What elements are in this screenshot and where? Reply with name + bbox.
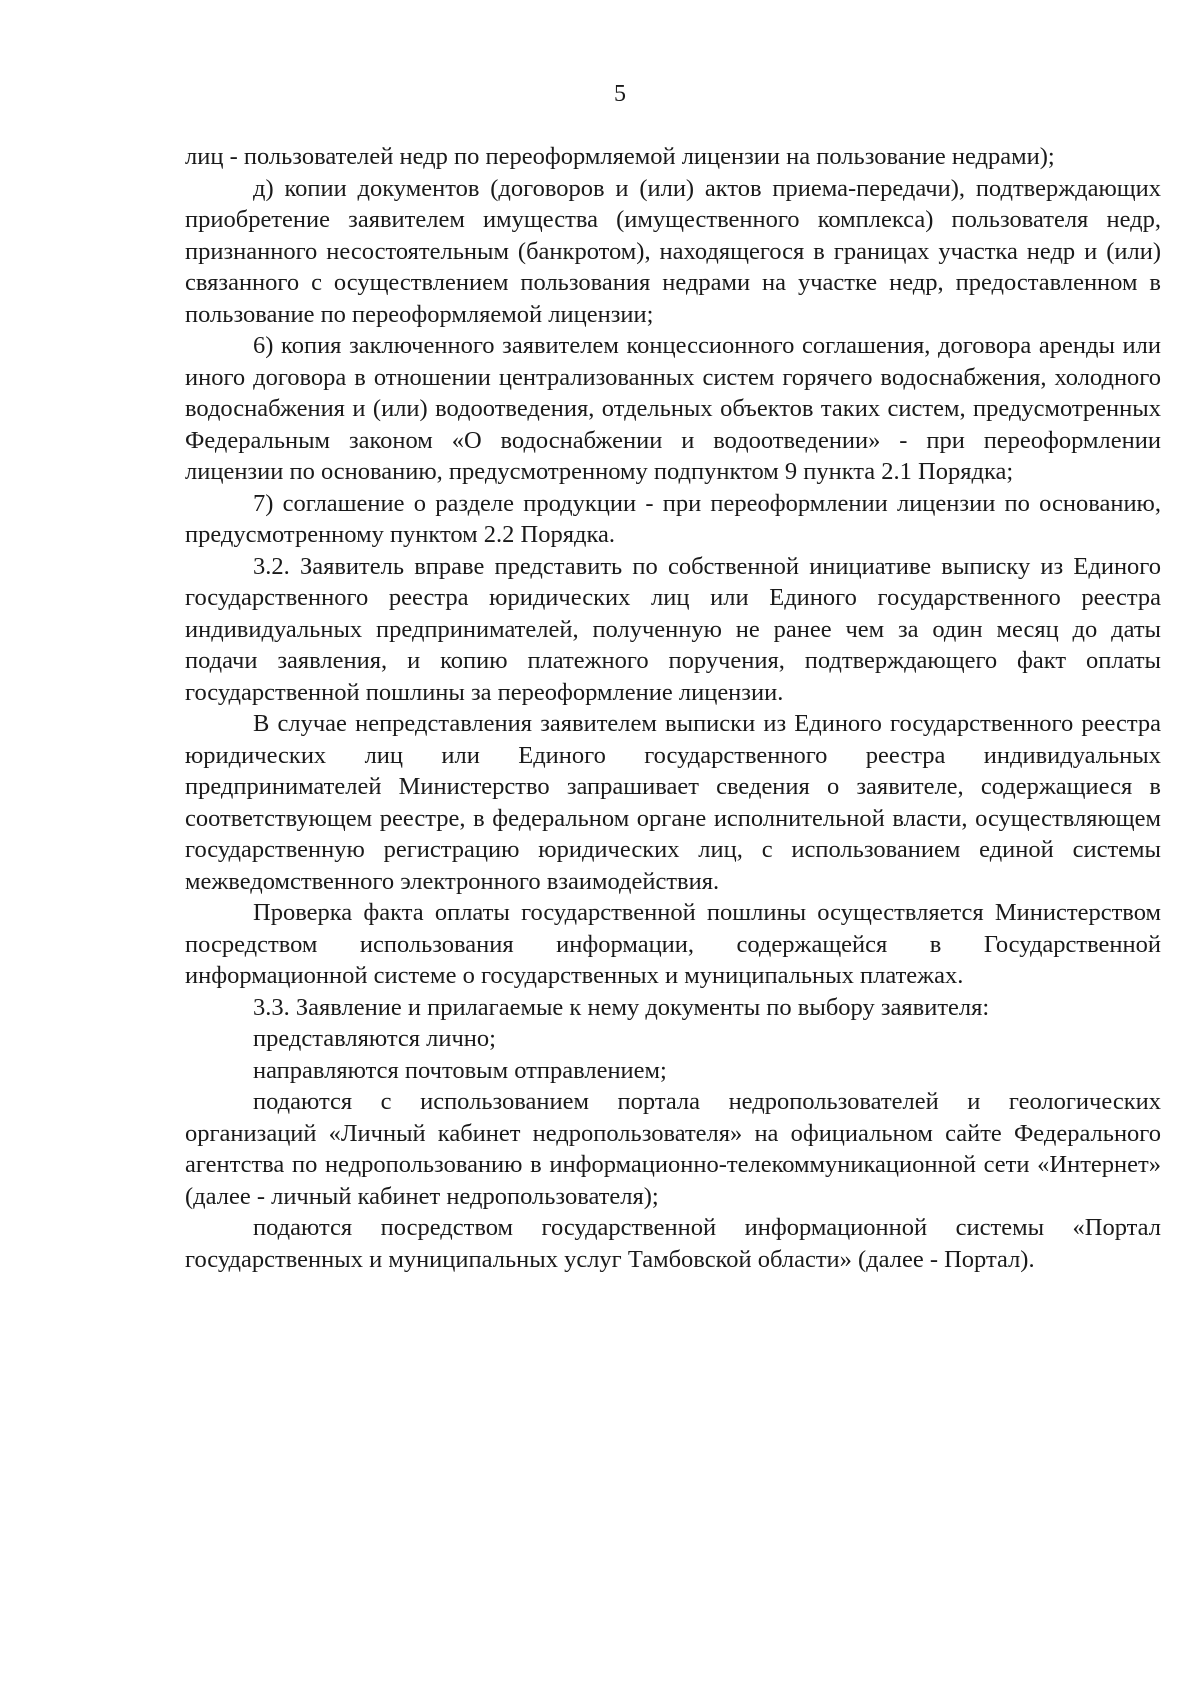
paragraph-fee-verification: Проверка факта оплаты государственной пошлины осуществляется Министерством посредством использования информации, содержащейся в Государственной информационной системе о государственных и муниципальных платежах.: [185, 899, 1161, 989]
paragraph-item-7: 7) соглашение о разделе продукции - при переоформлении лицензии по основанию, предусмотренному пунктом 2.2 Порядка.: [185, 489, 1161, 548]
paragraph-nonsubmission: В случае непредставления заявителем выписки из Единого государственного реестра юридических лиц или Единого государственного реестра индивидуальных предпринимателей Министерство запрашивает сведения о заявителе, содержащиеся в соответствующем реестре, в федеральном органе исполнительной власти, осуществляющем государственную регистрацию юридических лиц, с использованием единой системы межведомственного электронного взаимодействия.: [185, 710, 1161, 895]
paragraph-continuation: лиц - пользователей недр по переоформляемой лицензии на пользование недрами);: [185, 143, 1055, 170]
paragraph-option-portal: подаются посредством государственной информационной системы «Портал государственных и муниципальных услуг Тамбовской области» (далее - Портал).: [185, 1214, 1161, 1273]
paragraph-section-3-2: 3.2. Заявитель вправе представить по собственной инициативе выписку из Единого государственного реестра юридических лиц или Единого государственного реестра индивидуальных предпринимателей, полученную не ранее чем за один месяц до даты подачи заявления, и копию платежного поручения, подтверждающего факт оплаты государственной пошлины за переоформление лицензии.: [185, 552, 1161, 706]
paragraph-item-6: 6) копия заключенного заявителем концессионного соглашения, договора аренды или иного договора в отношении централизованных систем горячего водоснабжения, холодного водоснабжения и (или) водоотведения, отдельных объектов таких систем, предусмотренных Федеральным законом «О водоснабжении и водоотведении» - при переоформлении лицензии по основанию, предусмотренному подпунктом 9 пункта 2.1 Порядка;: [185, 332, 1161, 485]
page-number: 5: [614, 81, 626, 107]
paragraph-option-in-person: представляются лично;: [253, 1025, 496, 1052]
paragraph-option-mail: направляются почтовым отправлением;: [253, 1056, 667, 1084]
paragraph-option-cabinet: подаются с использованием портала недропользователей и геологических организаций «Личный кабинет недропользователя» на официальном сайте Федерального агентства по недропользованию в информационно-телекоммуникационной сети «Интернет» (далее - личный кабинет недропользователя);: [185, 1088, 1161, 1210]
document-body: [185, 141, 1161, 1275]
paragraph-item-d: д) копии документов (договоров и (или) актов приема-передачи), подтверждающих приобретение заявителем имущества (имущественного комплекса) пользователя недр, признанного несостоятельным (банкротом), находящегося в границах участка недр и (или) связанного с осуществлением пользования недрами на участке недр, предоставленном в пользование по переоформляемой лицензии;: [185, 174, 1161, 328]
paragraph-section-3-3: 3.3. Заявление и прилагаемые к нему документы по выбору заявителя:: [253, 993, 990, 1021]
